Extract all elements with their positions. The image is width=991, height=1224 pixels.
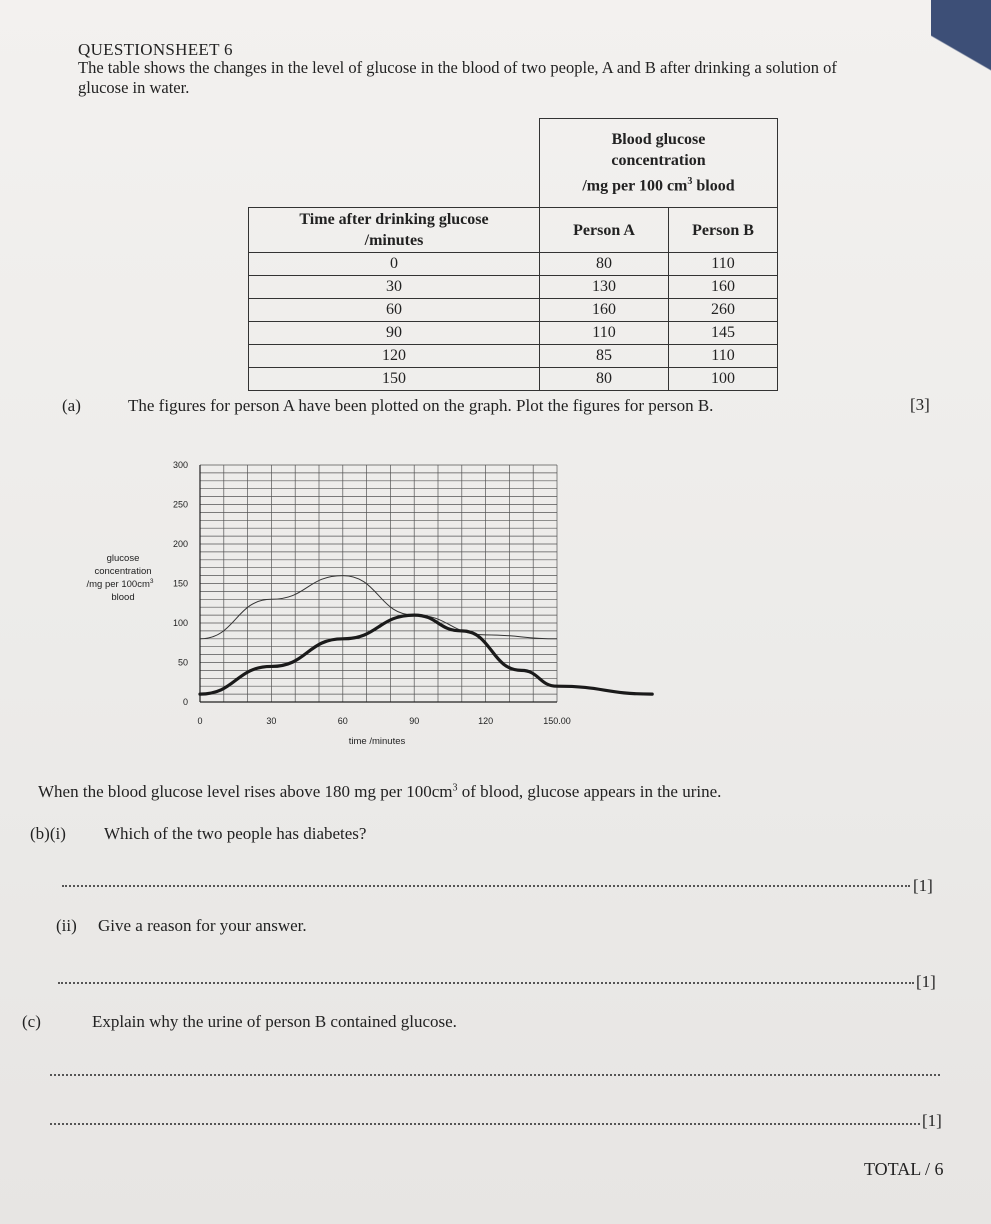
- background-folder-corner: [931, 0, 991, 120]
- question-a-label: (a): [62, 396, 81, 415]
- glucose-chart: [60, 445, 710, 755]
- question-a-marks: [3]: [910, 395, 930, 414]
- x-tick-label: 0: [197, 716, 203, 726]
- intro-text: The table shows the changes in the level of glucose in the blood of two people, A and B after drinking a solution of glucose in water.: [78, 58, 837, 97]
- y-tick-label: 200: [172, 539, 188, 549]
- x-axis-label: time /minutes: [348, 736, 406, 747]
- table-row: 90 110 145: [249, 322, 778, 345]
- svg-text:blood: blood: [111, 592, 135, 603]
- table-row: 120 85 110: [249, 345, 778, 368]
- question-c-label: (c): [22, 1012, 41, 1031]
- x-tick-label: 150.00: [543, 716, 571, 726]
- question-bi-marks: [1]: [913, 876, 933, 895]
- y-tick-label: 150: [172, 578, 188, 589]
- sheet-title: QUESTIONSHEET 6: [78, 40, 233, 59]
- y-tick-label: 250: [172, 499, 188, 510]
- total-marks: TOTAL / 6: [864, 1159, 944, 1179]
- question-c-text: Explain why the urine of person B contained glucose.: [92, 1012, 457, 1031]
- y-axis-label: [87, 553, 154, 603]
- table-row: 30 130 160: [249, 276, 778, 299]
- x-tick-label: 30: [266, 716, 277, 726]
- y-tick-label: 100: [172, 618, 188, 628]
- glucose-table: [248, 118, 778, 391]
- time-header: Time after drinking glucose /minutes: [249, 208, 540, 253]
- question-bi-text: Which of the two people has diabetes?: [104, 824, 367, 843]
- y-tick-label: 0: [182, 697, 188, 707]
- table-row: 0 80 110: [249, 253, 778, 276]
- y-tick-label: 300: [172, 460, 188, 470]
- person-a-header: Person A: [540, 208, 669, 253]
- x-tick-label: 90: [409, 716, 420, 726]
- chart-grid: [200, 465, 557, 702]
- answer-line-bi[interactable]: [62, 885, 910, 887]
- y-tick-label: 50: [177, 657, 188, 668]
- answer-line-bii[interactable]: [58, 982, 914, 984]
- question-bii-label: (ii): [56, 916, 77, 935]
- question-bii-marks: [1]: [916, 972, 936, 991]
- table-row: 60 160 260: [249, 299, 778, 322]
- table-row: 150 80 100: [249, 368, 778, 391]
- svg-text:glucose: glucose: [106, 553, 140, 564]
- svg-text:concentration: concentration: [94, 566, 152, 577]
- question-c-marks: [1]: [922, 1111, 942, 1130]
- question-a-text: The figures for person A have been plotted on the graph. Plot the figures for person B.: [128, 396, 714, 415]
- x-tick-label: 60: [337, 716, 348, 726]
- answer-line-c-1[interactable]: [50, 1074, 940, 1076]
- x-tick-label: 120: [478, 716, 494, 726]
- chart-lines: [200, 576, 652, 695]
- question-bi-label: (b)(i): [30, 824, 66, 843]
- question-bii-text: Give a reason for your answer.: [98, 916, 307, 935]
- context-text: When the blood glucose level rises above 180 mg per $100cm^3$ of blood, glucose appears in the urine.: [38, 782, 722, 801]
- svg-text:/mg per 100cm3: /mg per $100cm^3$: [86, 578, 154, 590]
- person-b-header: Person B: [669, 208, 778, 253]
- group-header: Blood glucose concentration /mg per 100 $cm^3$ blood: [540, 119, 778, 208]
- answer-line-c-2[interactable]: [50, 1123, 920, 1125]
